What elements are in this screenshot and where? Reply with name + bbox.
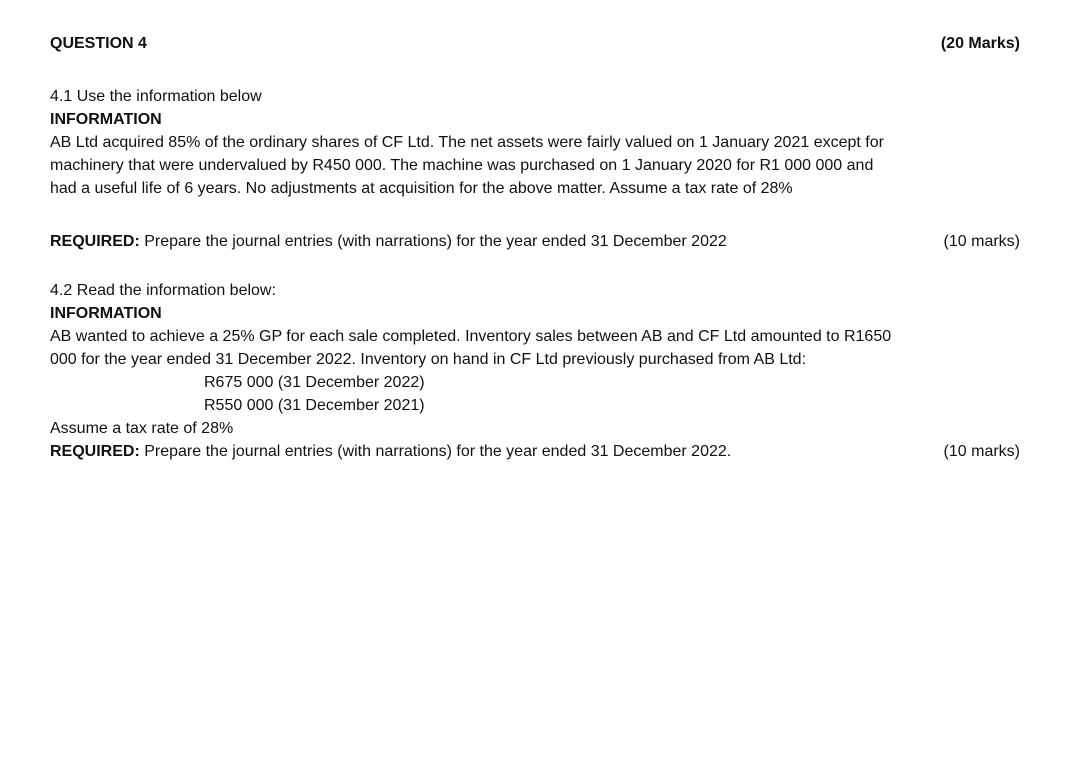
- inventory-item: R675 000 (31 December 2022): [204, 374, 425, 391]
- part-4-1-info-line: AB Ltd acquired 85% of the ordinary shares of CF Ltd. The net assets were fairly valued on 1 January 2021 except for: [50, 134, 884, 151]
- part-4-2-required-row: [50, 440, 1020, 463]
- part-4-1-marks: (10 marks): [943, 233, 1020, 250]
- question-header: [50, 32, 1020, 55]
- part-4-2-info-heading: INFORMATION: [50, 305, 162, 322]
- part-4-2-required-label: REQUIRED:: [50, 443, 140, 460]
- question-title: QUESTION 4: [50, 35, 147, 52]
- part-4-1-required-label: REQUIRED:: [50, 233, 140, 250]
- part-4-1-required-row: [50, 230, 1020, 253]
- part-4-1-intro: 4.1 Use the information below: [50, 88, 262, 105]
- part-4-1-info-line: had a useful life of 6 years. No adjustments at acquisition for the above matter. Assume a tax rate of 28%: [50, 180, 793, 197]
- part-4-2-info-line: 000 for the year ended 31 December 2022. Inventory on hand in CF Ltd previously purchased from AB Ltd:: [50, 351, 807, 368]
- part-4-2-intro: 4.2 Read the information below:: [50, 282, 276, 299]
- part-4-1: [50, 85, 1020, 253]
- question-total-marks: (20 Marks): [940, 35, 1020, 52]
- part-4-1-info-heading: INFORMATION: [50, 111, 162, 128]
- part-4-2: [50, 279, 1020, 463]
- part-4-1-info-line: machinery that were undervalued by R450 000. The machine was purchased on 1 January 2020 for R1 000 000 and: [50, 157, 874, 174]
- part-4-2-required-text: Prepare the journal entries (with narrations) for the year ended 31 December 2022.: [139, 443, 732, 460]
- part-4-1-required-text: Prepare the journal entries (with narrations) for the year ended 31 December 2022: [139, 233, 727, 250]
- part-4-2-tax-note: Assume a tax rate of 28%: [50, 420, 234, 437]
- inventory-item: R550 000 (31 December 2021): [204, 397, 425, 414]
- part-4-2-info-line: AB wanted to achieve a 25% GP for each sale completed. Inventory sales between AB and CF Ltd amounted to R1650: [50, 328, 892, 345]
- document-page: [50, 32, 1020, 463]
- part-4-2-marks: (10 marks): [943, 443, 1020, 460]
